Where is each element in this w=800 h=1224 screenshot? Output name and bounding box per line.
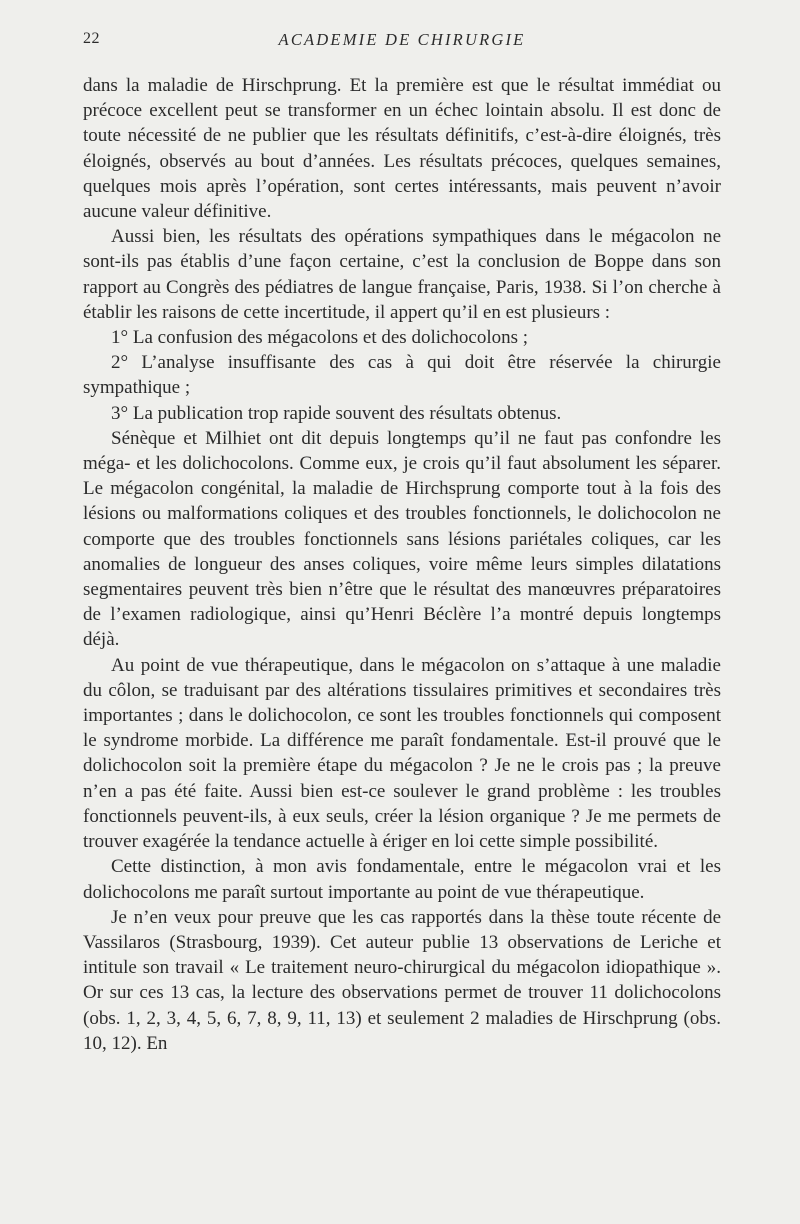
paragraph: Sénèque et Milhiet ont dit depuis longtemps qu’il ne faut pas confondre les méga- et les dolichocolons. Comme eux, je crois qu’il faut absolument les séparer. Le mégacolon congénital, la maladie de Hirchsprung comporte tout à la fois des lésions ou malformations coliques et des troubles fonctionnels, le dolichocolon ne comporte que des troubles fonctionnels sans lésions pariétales coliques, car les anomalies de longueur des anses coliques, voire même leurs simples dilatations segmentaires peuvent très bien n’être que le résultat des manœuvres préparatoires de l’examen radiologique, ainsi qu’Henri Béclère l’a montré depuis longtemps déjà. bbox=[83, 427, 721, 651]
paragraph-continuation: dans la maladie de Hirschprung. Et la première est que le résultat immédiat ou précoce excellent peut se transformer en un échec lointain absolu. Il est donc de toute nécessité de ne publier que les résultats définitifs, c’est-à-dire éloignés, très éloignés, observés au bout d’années. Les résultats précoces, quelques semaines, quelques mois après l’opération, sont certes intéressants, mais peuvent n’avoir aucune valeur définitive. bbox=[83, 75, 721, 223]
list-item-reason-1: 1° La confusion des mégacolons et des dolichocolons ; bbox=[111, 327, 529, 349]
journal-title: ACADEMIE DE CHIRURGIE bbox=[278, 30, 526, 49]
paragraph: Cette distinction, à mon avis fondamentale, entre le mégacolon vrai et les dolichocolons me paraît surtout importante au point de vue thérapeutique. bbox=[83, 856, 721, 903]
paragraph: Aussi bien, les résultats des opérations sympathiques dans le mégacolon ne sont-ils pas établis d’une façon certaine, c’est la conclusion de Boppe dans son rapport au Congrès des pédiatres de langue française, Paris, 1938. Si l’on cherche à établir les raisons de cette incertitude, il appert qu’il en est plusieurs : bbox=[83, 226, 721, 323]
running-header bbox=[83, 30, 721, 56]
list-item-reason-2: 2° L’analyse insuffisante des cas à qui doit être réservée la chirurgie sympathique ; bbox=[83, 352, 721, 399]
list-item-reason-3: 3° La publication trop rapide souvent des résultats obtenus. bbox=[111, 402, 562, 424]
page-number: 22 bbox=[83, 30, 100, 47]
paragraph: Je n’en veux pour preuve que les cas rapportés dans la thèse toute récente de Vassilaros (Strasbourg, 1939). Cet auteur publie 13 observations de Leriche et intitule son travail « Le traitement neuro-chirurgical du mégacolon idiopathique ». Or sur ces 13 cas, la lecture des observations permet de trouver 11 dolichocolons (obs. 1, 2, 3, 4, 5, 6, 7, 8, 9, 11, 13) et seulement 2 maladies de Hirschprung (obs. 10, 12). En bbox=[83, 906, 721, 1054]
body-text bbox=[83, 73, 721, 1056]
paragraph: Au point de vue thérapeutique, dans le mégacolon on s’attaque à une maladie du côlon, se traduisant par des altérations tissulaires primitives et secondaires très importantes ; dans le dolichocolon, ce sont les troubles fonctionnels qui composent le syndrome morbide. La différence me paraît fondamentale. Est-il prouvé que le dolichocolon soit la première étape du mégacolon ? Je ne le crois pas ; la preuve n’en a pas été faite. Aussi bien est-ce soulever le grand problème : les troubles fonctionnels peuvent-ils, à eux seuls, créer la lésion organique ? Je me permets de trouver exagérée la tendance actuelle à ériger en loi cette simple possibilité. bbox=[83, 654, 721, 853]
